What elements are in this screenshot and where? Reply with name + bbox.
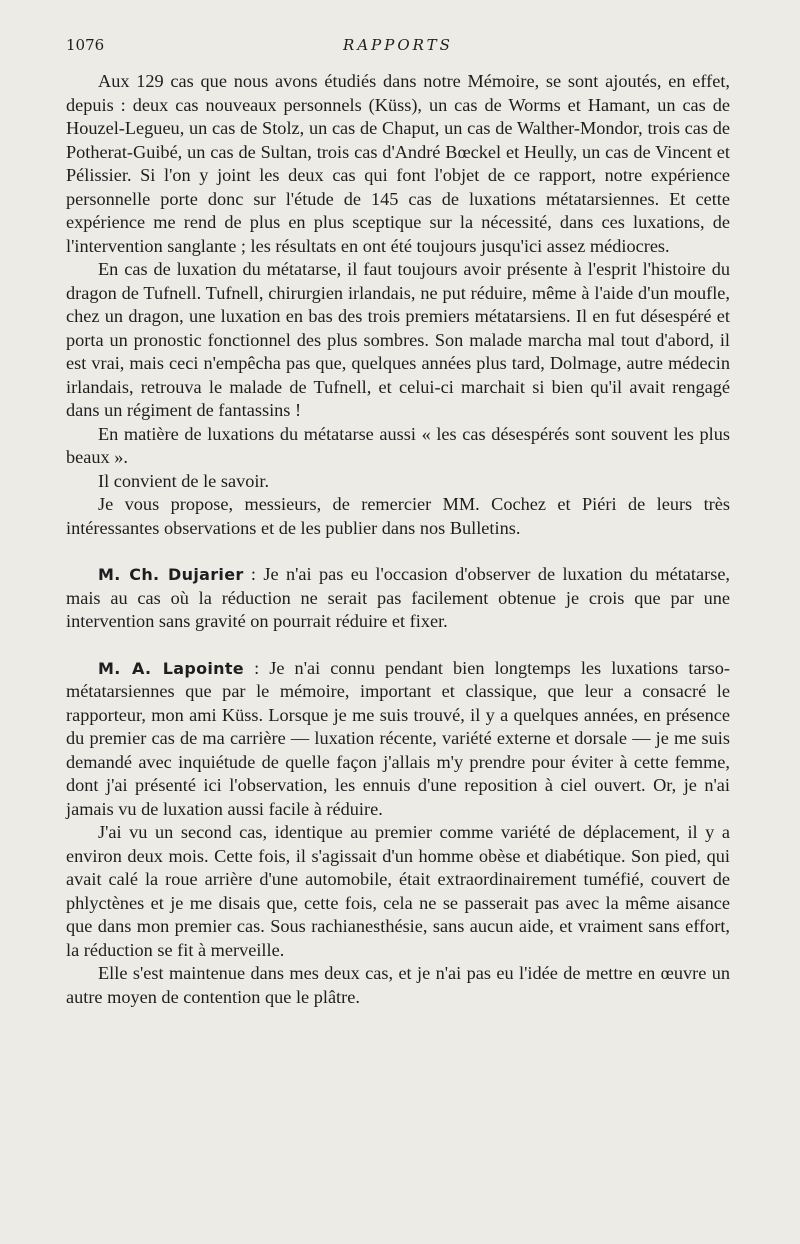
paragraph-text: Elle s'est maintenue dans mes deux cas, et je n'ai pas eu l'idée de mettre en œuvre un autre moyen de contention que le plâtre. [66, 963, 730, 1007]
paragraph [66, 821, 730, 962]
speaker-paragraph [66, 563, 730, 634]
paragraph [66, 70, 730, 258]
paragraph-text: Il convient de le savoir. [98, 470, 270, 491]
paragraph-text: En matière de luxations du métatarse aussi « les cas désespérés sont souvent les plus beaux ». [66, 423, 730, 467]
paragraph [66, 493, 730, 540]
paragraph-text: Je vous propose, messieurs, de remercier MM. Cochez et Piéri de leurs très intéressantes observations et de les publier dans nos Bulletins. [66, 494, 730, 538]
page-number: 1076 [66, 36, 105, 54]
paragraph-text: En cas de luxation du métatarse, il faut toujours avoir présente à l'esprit l'histoire du dragon de Tufnell. Tufnell, chirurgien irlandais, ne put réduire, même à l'aide d'un moufle, chez un dragon, une luxation en bas des trois premiers métatarsiens. Il en fut désespéré et porta un pronostic fonctionnel des plus sombres. Son malade marcha mal tout d'abord, il est vrai, mais ceci n'empêcha pas que, quelques années plus tard, Dolmage, autre médecin irlandais, retrouva le malade de Tufnell, et celui-ci marchait si bien qu'il avait rengagé dans un régiment de fantassins ! [66, 259, 730, 420]
speaker-name: M. A. Lapointe [98, 658, 244, 678]
paragraph-text: : Je n'ai pas eu l'occasion d'observer de luxation du métatarse, mais au cas où la réduction ne serait pas facilement obtenue je crois que par une intervention sans gravité on pourrait réduire et fixer. [66, 564, 730, 631]
speaker-name: M. Ch. Dujarier [98, 565, 244, 584]
paragraph [66, 423, 730, 470]
paragraph [66, 470, 730, 494]
speaker-paragraph [66, 657, 730, 822]
paragraph-text: : Je n'ai connu pendant bien longtemps les luxations tarso-métatarsiennes que par le mémoire, important et classique, que leur a consacré le rapporteur, mon ami Küss. Lorsque je me suis trouvé, il y a quelques années, en présence du premier cas de ma carrière — luxation récente, variété externe et dorsale — je me suis demandé avec inquiétude de quelle façon j'allais m'y prendre pour éviter à cette femme, dont j'ai présenté ici l'observation, les ennuis d'une reposition à ciel ouvert. Or, je n'ai jamais vu de luxation aussi facile à réduire. [66, 657, 730, 819]
paragraph [66, 258, 730, 423]
paragraph-text: Aux 129 cas que nous avons étudiés dans notre Mémoire, se sont ajoutés, en effet, depuis : deux cas nouveaux personnels (Küss), un cas de Worms et Hamant, un cas de Houzel-Legueu, un cas de Stolz, un cas de Chaput, un cas de Walther-Mondor, trois cas de Potherat-Guibé, un cas de Sultan, trois cas d'André Bœckel et Heully, un cas de Vincent et Pélissier. Si l'on y joint les deux cas qui font l'objet de ce rapport, notre expérience personnelle porte donc sur l'étude de 145 cas de luxations métatarsiennes. Et cette expérience me rend de plus en plus sceptique sur la nécessité, dans ces luxations, de l'intervention sanglante ; les résultats en ont été toujours jusqu'ici assez médiocres. [66, 71, 730, 256]
page-header [66, 36, 730, 60]
body-text [66, 70, 730, 1009]
paragraph [66, 962, 730, 1009]
running-head: RAPPORTS [343, 36, 453, 54]
paragraph-text: J'ai vu un second cas, identique au premier comme variété de déplacement, il y a environ deux mois. Cette fois, il s'agissait d'un homme obèse et diabétique. Son pied, qui avait calé la roue arrière d'une automobile, était extraordinairement tuméfié, couvert de phlyctènes et je me disais que, cette fois, cela ne se passerait pas avec la même aisance que dans mon premier cas. Sous rachianesthésie, sans aucun aide, et vraiment sans effort, la réduction se fit à merveille. [66, 822, 730, 960]
